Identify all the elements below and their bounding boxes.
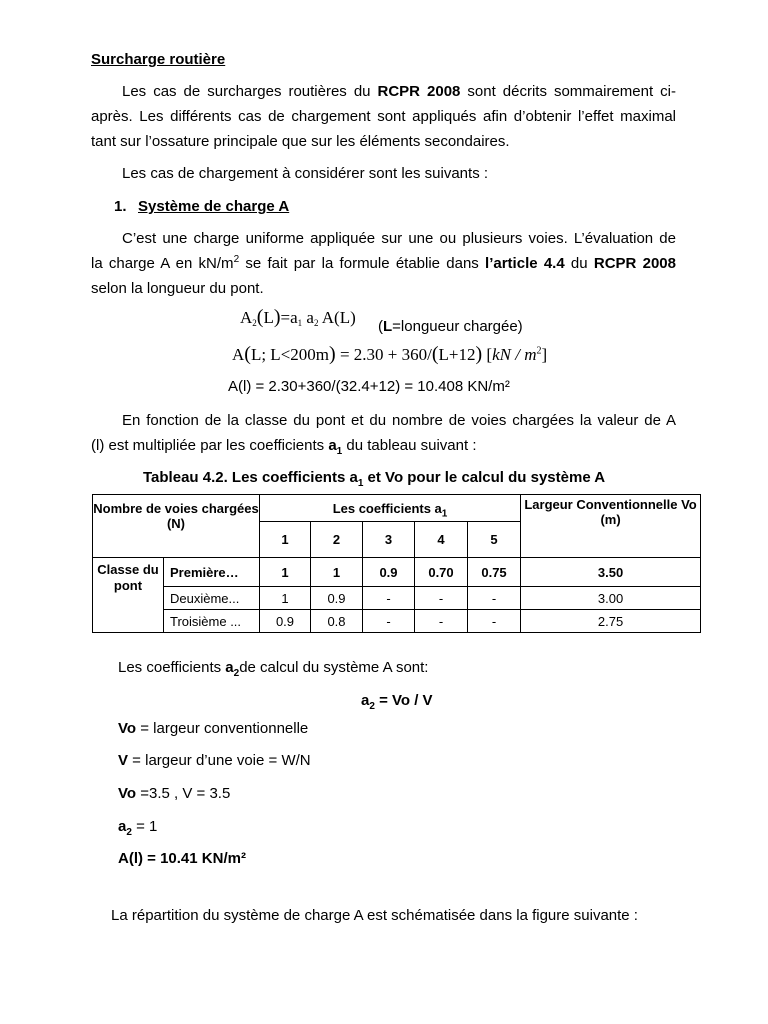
header-coefficients — [260, 495, 521, 522]
coefficients-table — [92, 494, 701, 633]
para-text: du tableau suivant : — [342, 437, 477, 454]
formula-note-text: ( — [378, 318, 383, 335]
intro-text: sont décrits sommairement ci- — [460, 83, 676, 100]
formula-part: L; L<200m — [250, 345, 330, 364]
rcpr-ref: RCPR 2008 — [377, 83, 461, 100]
header-n: 5 — [468, 522, 521, 558]
def-vo — [118, 720, 308, 737]
def-label: Vo — [118, 785, 137, 802]
table-caption — [143, 469, 606, 489]
formula-result: A(l) = 2.30+360/(32.4+12) = 10.408 KN/m² — [228, 378, 510, 395]
formula-part: L — [263, 308, 274, 327]
caption-text: et Vo pour le calcul du système A — [363, 469, 606, 486]
cell: - — [468, 587, 521, 610]
def-label: a — [118, 818, 127, 835]
rcpr-ref: RCPR 2008 — [593, 255, 676, 272]
formula-note — [378, 318, 523, 335]
subscript: 1 — [297, 318, 303, 328]
cell: - — [415, 610, 468, 633]
para-text: la charge A en kN/m — [91, 255, 234, 272]
para-text: du — [564, 255, 594, 272]
cell: - — [363, 587, 415, 610]
def-values — [118, 785, 230, 802]
formula-part: a — [302, 308, 314, 327]
def-label: Vo — [118, 720, 137, 737]
intro-line-2: après. Les différents cas de chargement sont appliqués afin d’obtenir l’effet maximal — [91, 108, 676, 125]
def-v — [118, 752, 311, 769]
para1-line-2 — [91, 255, 676, 272]
table-row — [93, 610, 701, 633]
formula-part: ( — [256, 306, 264, 328]
cell: 1 — [311, 558, 363, 587]
superscript: 2 — [233, 254, 240, 265]
cell: - — [468, 610, 521, 633]
para1-line-3: selon la longueur du pont. — [91, 280, 264, 297]
cell: 1 — [260, 558, 311, 587]
section-title: Système de charge A — [138, 198, 290, 215]
para2-line-1: En fonction de la classe du pont et du nombre de voies chargées la valeur de A — [122, 412, 676, 429]
coef-symbol: a — [225, 659, 234, 676]
formula-part: A — [240, 308, 253, 327]
a2-intro — [118, 659, 429, 679]
section-number: 1. — [114, 198, 127, 215]
cell: 0.8 — [311, 610, 363, 633]
def-text: = largeur conventionnelle — [136, 720, 309, 737]
formula-part: ] — [541, 345, 548, 364]
subscript: 2 — [233, 668, 240, 679]
subscript: 2 — [252, 318, 257, 328]
cell-vo: 3.00 — [521, 587, 701, 610]
formula-part: =a — [280, 308, 298, 327]
para-text: de calcul du système A sont: — [239, 659, 429, 676]
row-label: Deuxième... — [164, 587, 260, 610]
formula-part: [ — [482, 345, 493, 364]
header-n: 4 — [415, 522, 468, 558]
header-largeur: Largeur Conventionnelle Vo (m) — [521, 495, 701, 558]
header-n: 2 — [311, 522, 363, 558]
formula-part: A — [318, 308, 335, 327]
header-text: Les coefficients a — [332, 500, 442, 516]
formula-part: (L) — [334, 308, 356, 327]
cell: 0.9 — [363, 558, 415, 587]
subscript: 1 — [357, 478, 364, 489]
intro-line-1 — [122, 83, 676, 100]
formula-part: L+12 — [438, 345, 476, 364]
def-a2 — [118, 818, 158, 838]
cell: 0.70 — [415, 558, 468, 587]
para-text: Les coefficients — [118, 659, 226, 676]
subscript: 2 — [369, 701, 375, 712]
formula-note-text: L — [383, 318, 393, 335]
para-text: (l) est multipliée par les coefficients — [91, 437, 329, 454]
subscript: 2 — [126, 827, 132, 838]
formula-aL: A(L; L<200m) = 2.30 + 360/(L+12) $[kN / m^2]$ — [232, 343, 548, 365]
row-label: Première… — [164, 558, 260, 587]
row-label: Troisième ... — [164, 610, 260, 633]
classe-label: Classe du pont — [93, 558, 164, 633]
def-text: = largeur d’une voie = W/N — [128, 752, 311, 769]
subscript: 1 — [441, 508, 448, 520]
table-row — [93, 587, 701, 610]
def-text: = 1 — [131, 818, 158, 835]
section-heading: Surcharge routière — [91, 51, 226, 68]
cases-intro: Les cas de chargement à considérer sont les suivants : — [122, 165, 489, 182]
para2-line-2 — [91, 437, 477, 457]
final-result: A(l) = 10.41 KN/m² — [118, 850, 246, 867]
cell: - — [363, 610, 415, 633]
intro-text: Les cas de surcharges routières du — [122, 83, 378, 100]
cell: - — [415, 587, 468, 610]
formula-unit: kN / m — [492, 345, 537, 364]
cell: 0.75 — [468, 558, 521, 587]
cell: 1 — [260, 587, 311, 610]
cell: 0.9 — [260, 610, 311, 633]
formula-a2-ratio — [361, 692, 433, 712]
header-n: 3 — [363, 522, 415, 558]
subscript: 1 — [336, 446, 343, 457]
coef-symbol: a — [328, 437, 337, 454]
cell-vo: 2.75 — [521, 610, 701, 633]
def-label: V — [118, 752, 129, 769]
formula-a2 — [240, 308, 356, 328]
intro-line-3: tant sur l’ossature principale que sur les éléments secondaires. — [91, 133, 510, 150]
formula-part: A — [232, 345, 245, 364]
header-voies: Nombre de voies chargées (N) — [93, 495, 260, 558]
superscript: 2 — [536, 345, 542, 357]
formula-part: ) — [273, 306, 281, 328]
subscript: 2 — [313, 318, 319, 328]
closing-sentence: La répartition du système de charge A est schématisée dans la figure suivante : — [111, 907, 638, 924]
caption-text: Tableau 4.2. Les coefficients a — [143, 469, 358, 486]
cell: 0.9 — [311, 587, 363, 610]
formula-part: a — [361, 692, 370, 709]
para1-line-1: C’est une charge uniforme appliquée sur une ou plusieurs voies. L’évaluation de — [122, 230, 676, 247]
formula-part: = Vo / V — [374, 692, 433, 709]
header-n: 1 — [260, 522, 311, 558]
table-row — [93, 558, 701, 587]
para-text: se fait par la formule établie dans — [239, 255, 486, 272]
cell-vo: 3.50 — [521, 558, 701, 587]
article-ref: l’article 4.4 — [485, 255, 565, 272]
formula-part: = 2.30 + 360/ — [335, 345, 432, 364]
def-text: =3.5 , V = 3.5 — [136, 785, 231, 802]
formula-note-text: =longueur chargée) — [392, 318, 523, 335]
